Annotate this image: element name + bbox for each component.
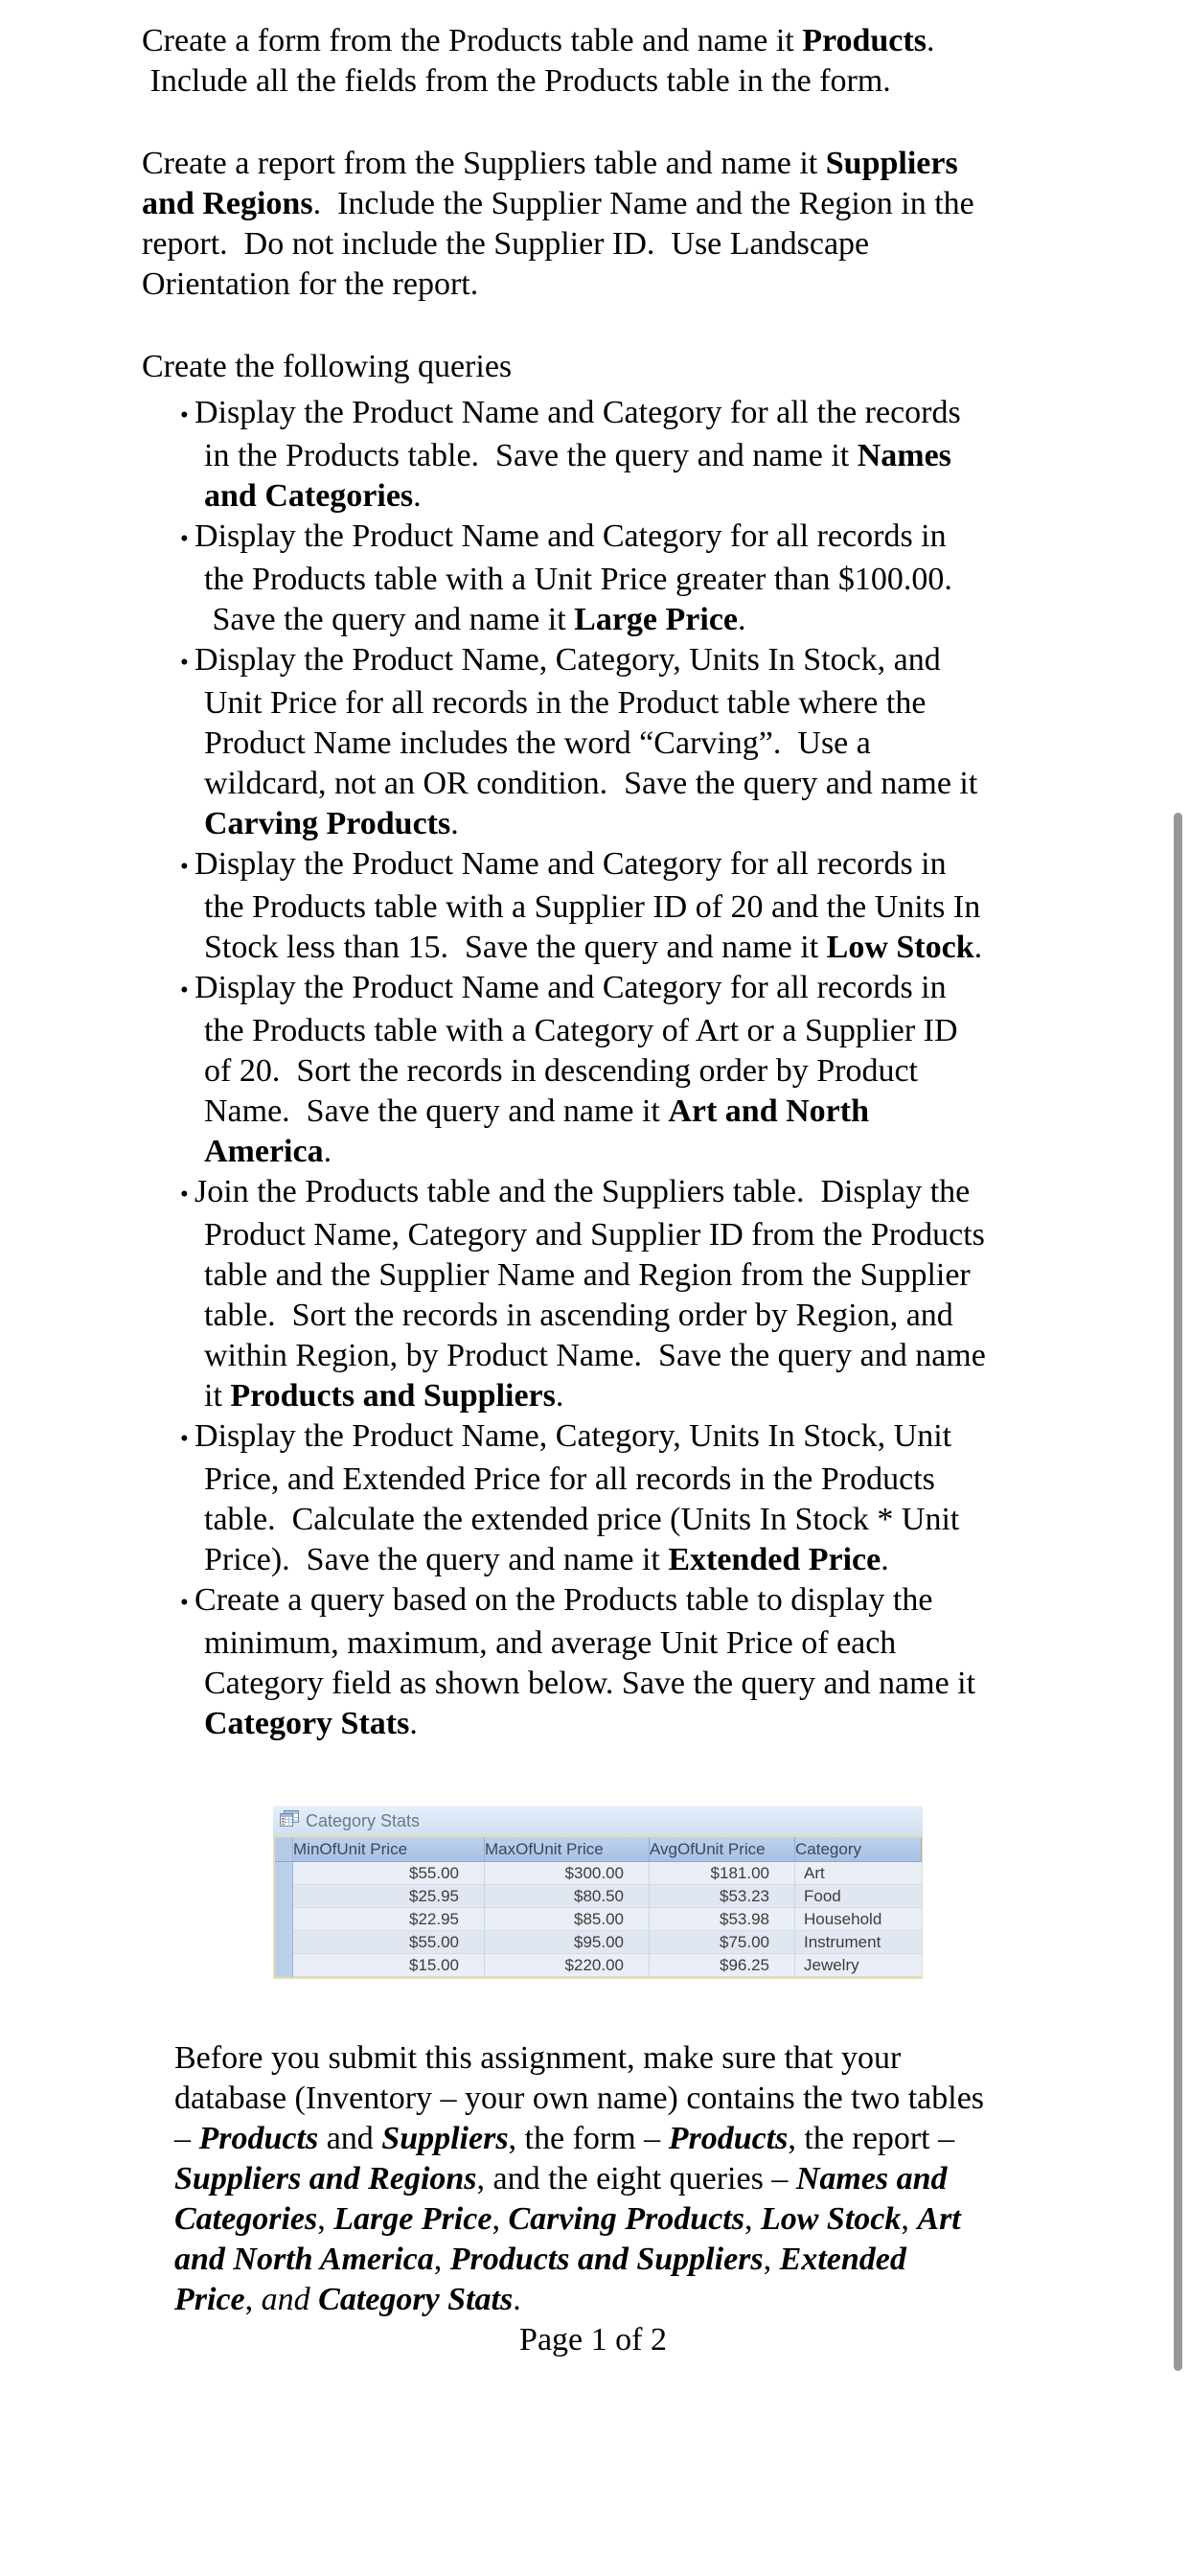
bullet-item	[142, 1416, 1098, 1580]
table-row	[275, 1885, 921, 1908]
table-cell: $53.98	[650, 1908, 795, 1931]
table-row	[275, 1954, 921, 1977]
row-selector	[275, 1862, 293, 1885]
text-line: Before you submit this assignment, make sure that your	[174, 2040, 902, 2076]
text-line: • Display the Product Name and Category for all records in	[180, 970, 947, 1005]
row-selector	[275, 1885, 293, 1908]
text-line: it Products and Suppliers.	[204, 1378, 564, 1414]
text-line: Stock less than 15. Save the query and name it Low Stock.	[204, 930, 983, 965]
text-line: of 20. Sort the records in descending order by Product	[204, 1053, 918, 1089]
text-line: America.	[204, 1134, 332, 1169]
bullet-item	[142, 393, 1098, 517]
bullet-item	[142, 1172, 1098, 1416]
table-cell: $55.00	[293, 1931, 485, 1954]
table-cell: $22.95	[293, 1908, 485, 1931]
text-line: Category Stats.	[204, 1706, 418, 1741]
text-line: report. Do not include the Supplier ID. Use Landscape	[142, 226, 870, 262]
text-line: Category field as shown below. Save the query and name it	[204, 1666, 976, 1701]
row-selector	[275, 1954, 293, 1977]
text-line: • Display the Product Name, Category, Units In Stock, Unit	[180, 1418, 952, 1454]
bullet-item	[142, 1580, 1098, 1744]
category-stats-table	[273, 1835, 923, 1979]
table-cell: $25.95	[293, 1885, 485, 1908]
page-number: Page 1 of 2	[519, 2322, 667, 2358]
text-line: • Display the Product Name and Category for all records in	[180, 518, 947, 554]
text-line: – Products and Suppliers, the form – Products, the report –	[174, 2121, 955, 2156]
paragraph	[142, 21, 1098, 102]
column-header: AvgOfUnit Price	[650, 1837, 795, 1862]
text-line: and North America, Products and Suppliers, Extended	[174, 2242, 906, 2277]
table-row	[275, 1862, 921, 1885]
bullet-marker: •	[180, 402, 195, 428]
closing-paragraph	[142, 2038, 1098, 2320]
text-line: Name. Save the query and name it Art and North	[204, 1093, 870, 1129]
table-cell: $220.00	[485, 1954, 650, 1977]
row-selector	[275, 1837, 293, 1862]
text-line: Create a report from the Suppliers table and name it Suppliers	[142, 146, 958, 181]
text-line: in the Products table. Save the query and name it Names	[204, 438, 951, 473]
table-cell: $80.50	[485, 1885, 650, 1908]
text-line: the Products table with a Unit Price greater than $100.00.	[204, 562, 952, 597]
text-line: Product Name includes the word “Carving”. Use a	[204, 725, 871, 761]
text-line: Product Name, Category and Supplier ID from the Products	[204, 1217, 985, 1253]
bullet-item	[142, 844, 1098, 968]
text-line: • Create a query based on the Products table to display the	[180, 1582, 933, 1618]
table-cell: Instrument	[795, 1931, 922, 1954]
text-line: Save the query and name it Large Price.	[204, 602, 746, 637]
column-header: Category	[795, 1837, 922, 1862]
bullet-marker: •	[180, 854, 195, 880]
bullet-marker: •	[180, 526, 195, 552]
bullet-marker: •	[180, 978, 195, 1003]
table-row	[275, 1931, 921, 1954]
query-bullet-list	[142, 393, 1098, 1744]
text-line: Suppliers and Regions, and the eight queries – Names and	[174, 2161, 948, 2196]
datasheet-tab	[273, 1806, 923, 1835]
text-line: Price). Save the query and name it Extended Price.	[204, 1542, 889, 1577]
text-line: Include all the fields from the Products table in the form.	[142, 63, 891, 99]
table-cell: $15.00	[293, 1954, 485, 1977]
bullet-marker: •	[180, 1590, 195, 1616]
text-line: • Join the Products table and the Suppliers table. Display the	[180, 1174, 971, 1209]
text-line: Price, and Extended Price for all records in the Products	[204, 1461, 935, 1497]
text-line: the Products table with a Supplier ID of 20 and the Units In	[204, 889, 981, 925]
row-selector	[275, 1931, 293, 1954]
datasheet-tab-title: Category Stats	[306, 1810, 421, 1830]
datasheet-icon	[280, 1810, 299, 1831]
table-cell: $300.00	[485, 1862, 650, 1885]
text-line: Price, and Category Stats.	[174, 2282, 521, 2317]
table-cell: Household	[795, 1908, 922, 1931]
table-cell: $96.25	[650, 1954, 795, 1977]
text-line: database (Inventory – your own name) contains the two tables	[174, 2081, 985, 2116]
intro-paragraphs	[142, 21, 1098, 305]
bullet-marker: •	[180, 650, 195, 676]
text-line: • Display the Product Name, Category, Units In Stock, and	[180, 642, 941, 678]
bullet-item	[142, 640, 1098, 844]
column-header: MaxOfUnit Price	[485, 1837, 650, 1862]
text-line: Carving Products.	[204, 806, 459, 841]
table-cell: Jewelry	[795, 1954, 922, 1977]
text-line: within Region, by Product Name. Save the query and name	[204, 1338, 986, 1373]
table-header-row	[275, 1837, 921, 1862]
text-line: table. Calculate the extended price (Units In Stock * Unit	[204, 1502, 960, 1537]
text-line: Unit Price for all records in the Product table where the	[204, 685, 927, 721]
text-line: Orientation for the report.	[142, 266, 479, 302]
table-cell: $95.00	[485, 1931, 650, 1954]
table-cell: $75.00	[650, 1931, 795, 1954]
bullet-item	[142, 968, 1098, 1172]
bullet-marker: •	[180, 1182, 195, 1208]
text-line: and Regions. Include the Supplier Name and the Region in the	[142, 186, 974, 221]
text-line: Categories, Large Price, Carving Products, Low Stock, Art	[174, 2201, 961, 2237]
table-cell: Art	[795, 1862, 922, 1885]
scroll-indicator[interactable]	[1174, 813, 1182, 2371]
text-line: wildcard, not an OR condition. Save the query and name it	[204, 766, 978, 801]
table-cell: Food	[795, 1885, 922, 1908]
table-cell: $55.00	[293, 1862, 485, 1885]
text-line: and Categories.	[204, 478, 422, 514]
table-row	[275, 1908, 921, 1931]
table-cell: $181.00	[650, 1862, 795, 1885]
text-line: table. Sort the records in ascending order by Region, and	[204, 1298, 953, 1333]
category-stats-datasheet	[273, 1806, 923, 1979]
text-line: Create a form from the Products table and name it Products.	[142, 23, 935, 58]
text-line: minimum, maximum, and average Unit Price of each	[204, 1625, 897, 1661]
paragraph	[142, 144, 1098, 305]
text-line: the Products table with a Category of Art or a Supplier ID	[204, 1013, 958, 1048]
text-line: table and the Supplier Name and Region from the Supplier	[204, 1257, 971, 1293]
text-line: • Display the Product Name and Category for all the records	[180, 395, 961, 430]
bullet-item	[142, 517, 1098, 640]
table-cell: $53.23	[650, 1885, 795, 1908]
column-header: MinOfUnit Price	[293, 1837, 485, 1862]
text-line: • Display the Product Name and Category for all records in	[180, 846, 947, 882]
bullet-marker: •	[180, 1426, 195, 1452]
row-selector	[275, 1908, 293, 1931]
table-cell: $85.00	[485, 1908, 650, 1931]
queries-heading: Create the following queries	[142, 349, 513, 384]
